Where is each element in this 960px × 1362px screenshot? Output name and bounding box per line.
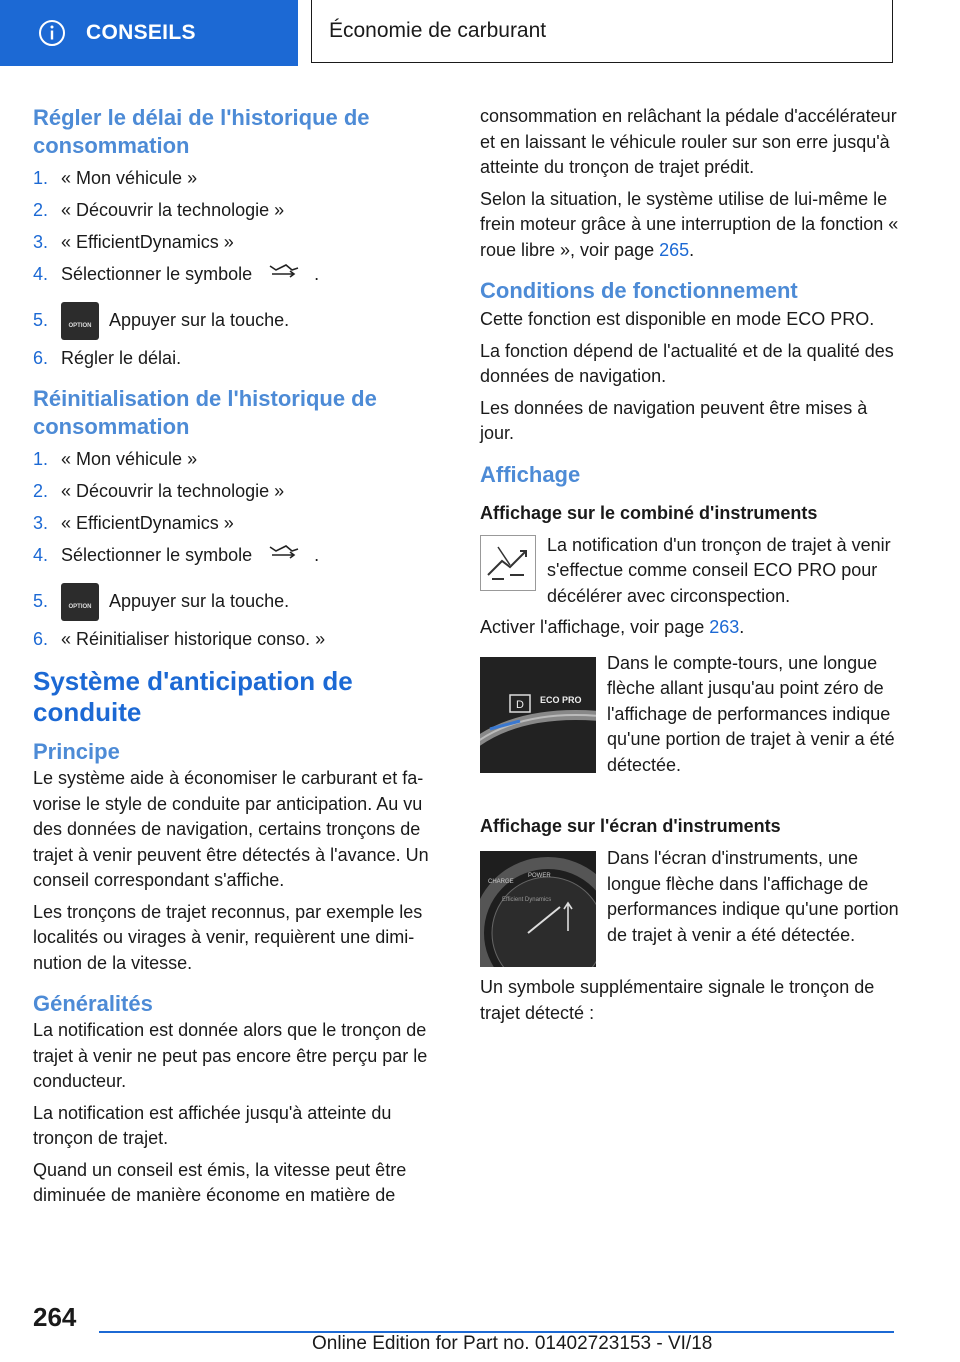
section-tab	[0, 0, 298, 66]
paragraph: Selon la situation, le système utilise de lui-même le frein moteur grâce à une interruption de la fonction « roue libre », voir page 265.	[480, 188, 899, 260]
efficient-dynamics-symbol-icon	[266, 262, 302, 280]
paragraph: Dans le compte-tours, une longue flèche allant jusqu'au point zéro de l'affichage de performances indique qu'une portion de trajet à venir a été détectée.	[607, 652, 895, 775]
svg-text:POWER: POWER	[528, 873, 551, 879]
heading-generalites: Généralités	[33, 991, 153, 1016]
list-item: 6. Régler le délai.	[33, 347, 182, 368]
page-number: 264	[33, 1302, 77, 1332]
heading-systeme: Système d'anticipation de conduite	[33, 666, 353, 727]
info-icon	[38, 19, 66, 47]
heading-principe: Principe	[33, 739, 120, 764]
list-item: 1. « Mon véhicule »	[33, 168, 198, 188]
subheading-ecran: Affichage sur l'écran d'instruments	[480, 816, 781, 836]
paragraph: Quand un conseil est émis, la vitesse peut être diminuée de manière économe en matière de	[33, 1159, 407, 1205]
right-column	[480, 104, 900, 1026]
heading-affichage: Affichage	[480, 461, 581, 487]
list-item: 2. « Découvrir la technologie »	[33, 481, 285, 501]
chapter-title: Économie de carburant	[329, 19, 547, 42]
paragraph: Dans l'écran d'instruments, une longue flèche dans l'affichage de performances indique qu'une portion de trajet à venir a été détectée.	[607, 848, 899, 945]
paragraph: La notification est donnée alors que le tronçon de trajet à venir ne peut pas encore être perçu par le conducteur.	[33, 1020, 428, 1091]
edition-note: Online Edition for Part no. 01402723153 - VI/18	[312, 1333, 713, 1354]
option-button-icon: OPTION	[61, 583, 99, 621]
steps-delai	[33, 166, 447, 371]
paragraph: La notification d'un tronçon de trajet à venir s'effectue comme conseil ECO PRO pour décélérer avec circonspection.	[547, 534, 891, 606]
list-item: 5. OPTION Appuyer sur la touche.	[33, 583, 447, 621]
list-item: 5. OPTION Appuyer sur la touche.	[33, 302, 447, 340]
figure-notification	[480, 533, 900, 610]
paragraph: Le système aide à économiser le carburant et favorise le style de conduite par anticipation. Au vu des données de navigation, certains tronçons de trajet à venir peuvent être détectés à l'avance. Un conseil correspondant s'affiche.	[33, 768, 429, 890]
list-item: 4. Sélectionner le symbole .	[33, 264, 320, 284]
instrument-display-image	[480, 851, 596, 967]
svg-text:Efficient Dynamics: Efficient Dynamics	[502, 897, 552, 903]
anticipation-warning-icon	[480, 535, 536, 591]
paragraph: Les données de navigation peuvent être mises à jour.	[480, 397, 868, 443]
steps-reinit	[33, 447, 447, 652]
left-column	[33, 104, 447, 1209]
svg-text:ECO PRO: ECO PRO	[540, 694, 582, 705]
list-item: 3. « EfficientDynamics »	[33, 513, 234, 533]
paragraph: Les tronçons de trajet reconnus, par exemple les localités ou virages à venir, requièrent une diminution de la vitesse.	[33, 901, 423, 973]
chapter-title-box	[311, 0, 893, 63]
svg-text:CHARGE: CHARGE	[488, 879, 514, 885]
list-item: 3. « EfficientDynamics »	[33, 232, 234, 252]
heading-reinit: Réinitialisation de l'historique de consommation	[33, 386, 377, 439]
list-item: 4. Sélectionner le symbole .	[33, 545, 320, 565]
paragraph: Cette fonction est disponible en mode ECO PRO.	[480, 309, 875, 329]
paragraph: La fonction dépend de l'actualité et de la qualité des données de navigation.	[480, 340, 894, 386]
heading-conditions: Conditions de fonctionnement	[480, 278, 798, 303]
svg-text:D: D	[516, 698, 524, 711]
paragraph: consommation en relâchant la pédale d'accélérateur et en laissant le véhicule rouler sur son erre jusqu'à atteinte du tronçon de trajet prédit.	[480, 106, 897, 177]
list-item: 2. « Découvrir la technologie »	[33, 200, 285, 220]
page-link[interactable]: 263	[709, 617, 740, 637]
option-button-icon: OPTION	[61, 302, 99, 340]
section-label: CONSEILS	[86, 21, 196, 44]
list-item: 6. « Réinitialiser historique conso. »	[33, 628, 326, 649]
paragraph: Un symbole supplémentaire signale le tronçon de trajet détecté :	[480, 977, 875, 1023]
heading-delai: Régler le délai de l'historique de consommation	[33, 105, 370, 158]
page-link[interactable]: 265	[659, 239, 690, 260]
figure-ecran	[480, 846, 900, 967]
figure-compte-tours	[480, 651, 900, 779]
subheading-combine: Affichage sur le combiné d'instruments	[480, 502, 818, 523]
paragraph: La notification est affichée jusqu'à atteinte du tronçon de trajet.	[33, 1102, 392, 1148]
paragraph: Activer l'affichage, voir page 263.	[480, 617, 745, 637]
tachometer-image	[480, 657, 596, 773]
list-item: 1. « Mon véhicule »	[33, 449, 198, 469]
efficient-dynamics-symbol-icon	[266, 543, 302, 561]
